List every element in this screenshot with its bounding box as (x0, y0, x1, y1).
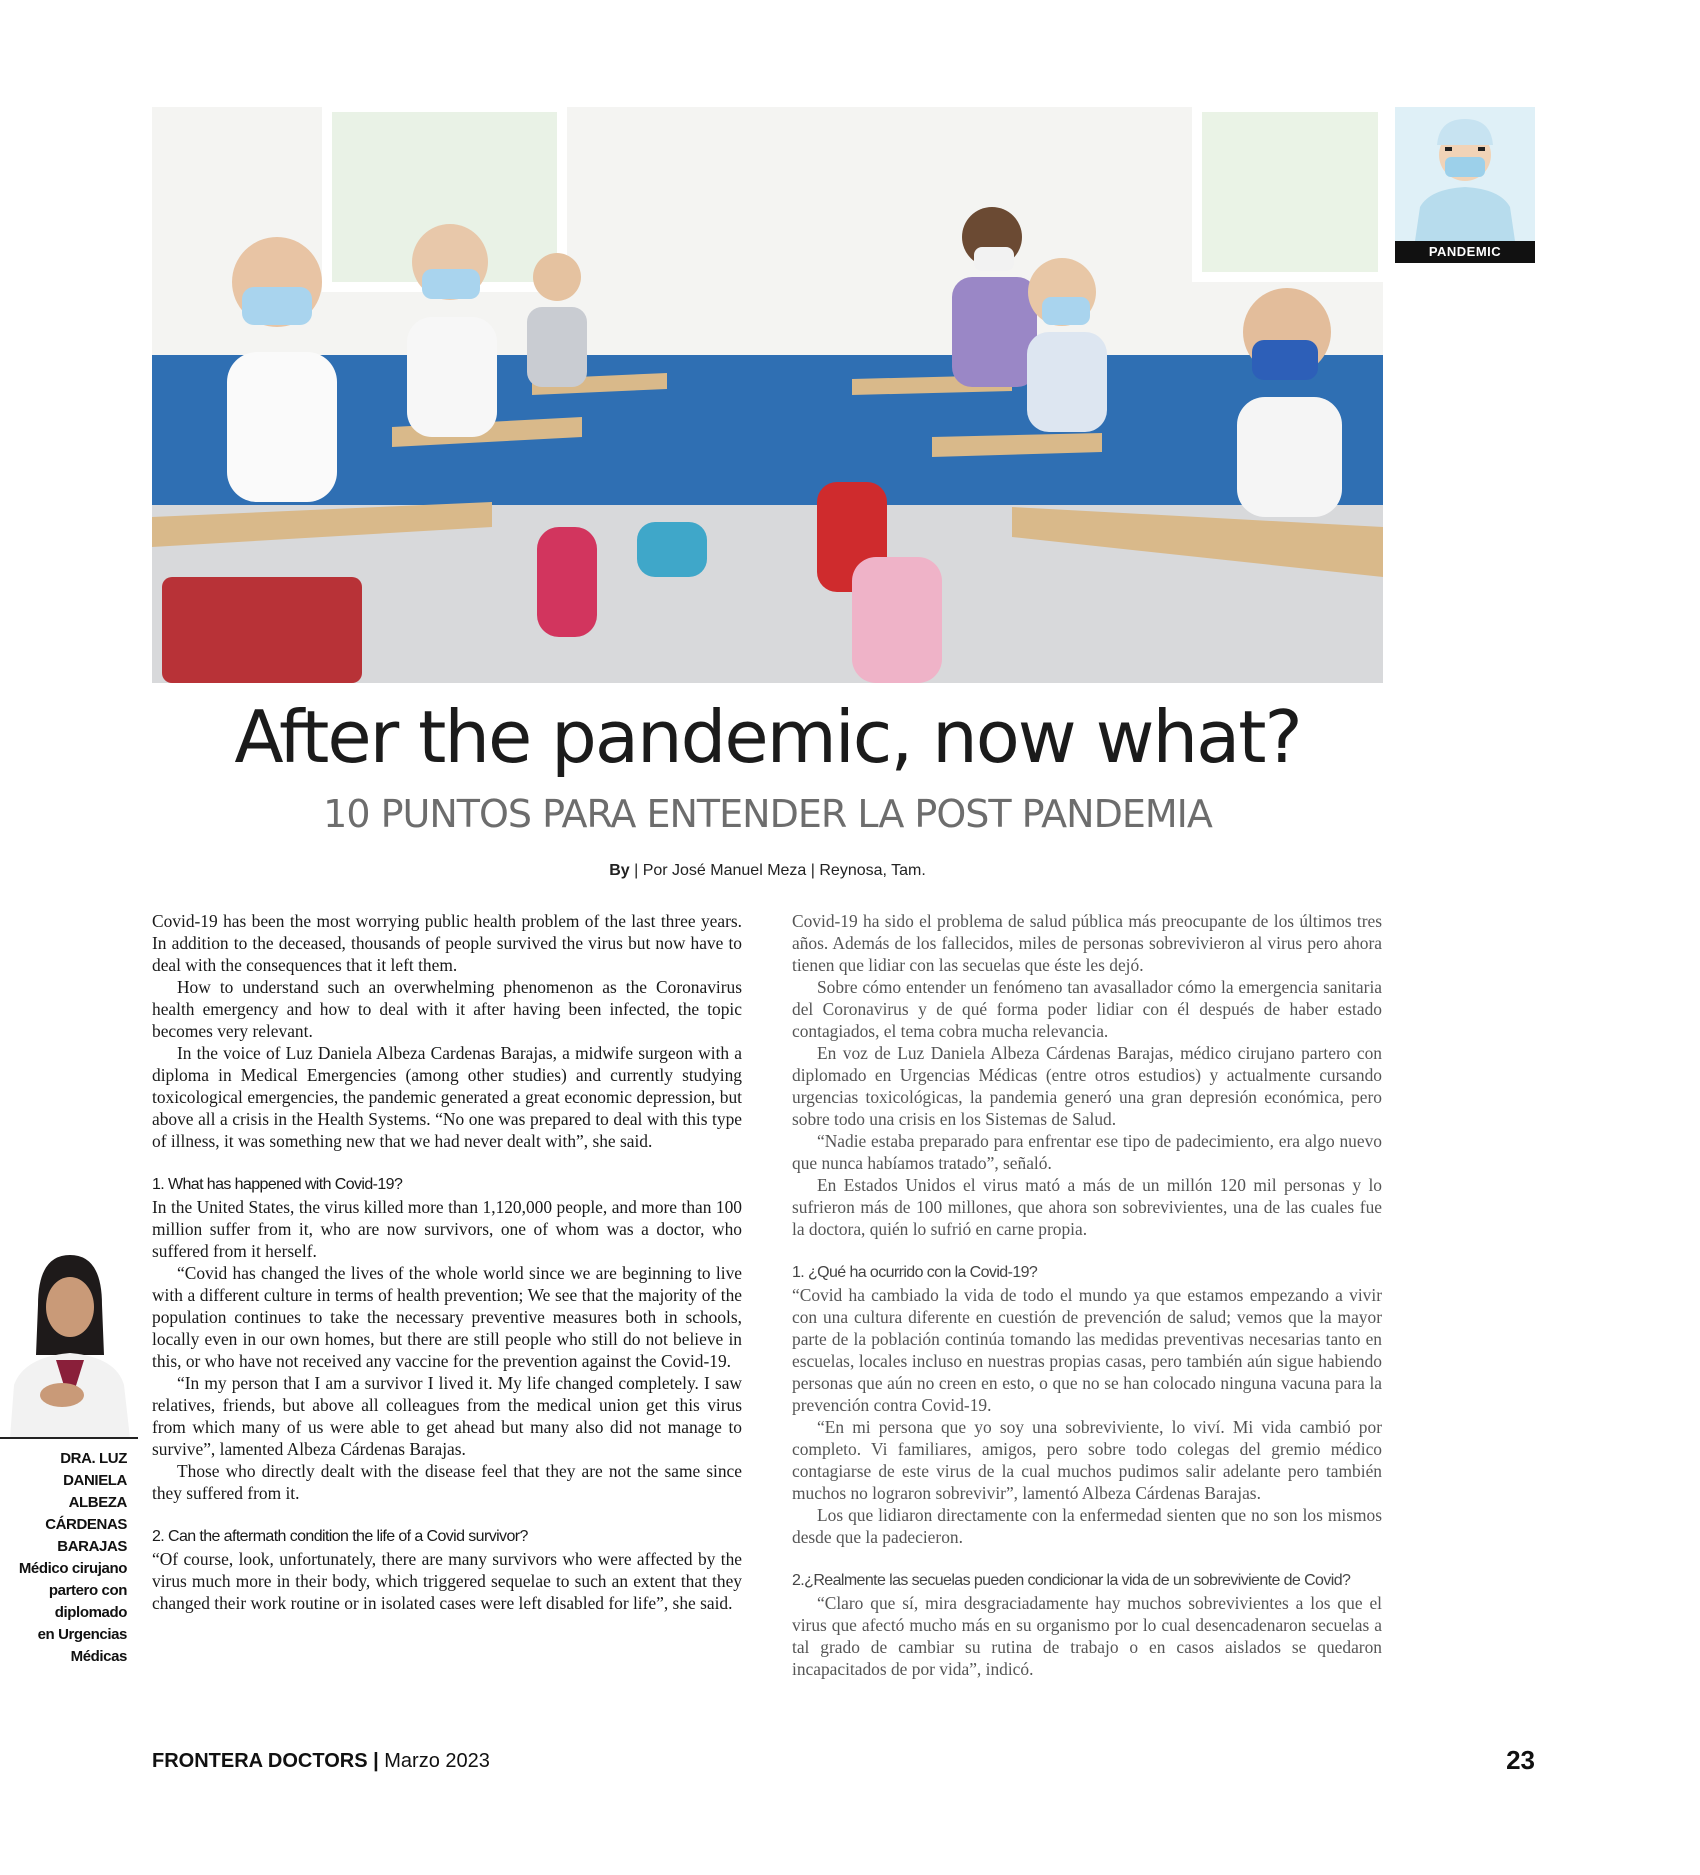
classroom-illustration (152, 107, 1383, 683)
section-heading: 1. ¿Qué ha ocurrido con la Covid-19? (792, 1264, 1038, 1281)
publication-name: FRONTERA DOCTORS | (152, 1750, 379, 1772)
author-portrait (0, 1245, 138, 1438)
author-divider (0, 1437, 138, 1439)
author-caption (0, 1448, 127, 1668)
byline (152, 862, 1383, 880)
doctor-icon (1395, 107, 1535, 241)
author-role-line: Médicas (70, 1648, 127, 1665)
author-role-line: Médico cirujano (18, 1560, 127, 1577)
paragraph: How to understand such an overwhelming phenomenon as the Coronavirus health emergency and how to deal with it after having been infected, the topic becomes very relevant. (152, 977, 742, 1041)
page-footer (152, 1750, 490, 1773)
paragraph: En voz de Luz Daniela Albeza Cárdenas Barajas, médico cirujano partero con diplomado en Urgencias Médicas (entre otros estudios) y actualmente cursando urgencias toxicológicas, la pandemia generó una gran depresión económica, pero sobre todo una crisis en los Sistemas de Salud. (792, 1043, 1382, 1129)
section-heading: 1. What has happened with Covid-19? (152, 1176, 403, 1193)
english-column (152, 910, 742, 1614)
author-photo (0, 1245, 138, 1438)
article-subtitle: 10 PUNTOS PARA ENTENDER LA POST PANDEMIA (323, 792, 1212, 836)
author-role-line: diplomado (54, 1604, 127, 1621)
paragraph: In the voice of Luz Daniela Albeza Cardenas Barajas, a midwife surgeon with a diploma in Medical Emergencies (among other studies) and currently studying toxicological emergencies, the pandemic generated a great economic depression, but above all a crisis in the Health Systems. “No one was prepared to deal with this type of illness, it was something new that we had never dealt with”, she said. (152, 1043, 742, 1151)
paragraph: “Covid ha cambiado la vida de todo el mundo ya que estamos empezando a vivir con una cultura diferente en cuestión de prevención de salud; vemos que la mayor parte de la población continúa tomando las medidas preventivas necesarias tanto en escuelas, locales incluso en nuestras propias casas, pero también aún sigue habiendo personas que aún no creen en esto, o que no se han colocado ninguna vacuna para la prevención contra Covid-19. (792, 1285, 1382, 1415)
paragraph: In the United States, the virus killed more than 1,120,000 people, and more than 100 million suffer from it, who are now survivors, one of whom was a doctor, who suffered from it herself. (152, 1197, 742, 1261)
doctor-mask-illustration (1395, 107, 1535, 241)
paragraph: Covid-19 has been the most worrying public health problem of the last three years. In addition to the deceased, thousands of people survived the virus but now have to deal with the consequences that it left them. (152, 911, 742, 975)
author-name-line: DRA. LUZ (60, 1450, 127, 1467)
paragraph: “Covid has changed the lives of the whole world since we are beginning to live with a different culture in terms of health prevention; We see that the majority of the population continues to take the necessary preventive measures both in schools, locally even in our own homes, but there are still people who still do not believe in this, or who have not received any vaccine for the prevention against the Covid-19. (152, 1263, 742, 1371)
section-badge (1395, 107, 1535, 263)
paragraph: “In my person that I am a survivor I lived it. My life changed completely. I saw relatives, friends, but above all colleagues from the medical union get this virus from which many of us were able to get ahead but many also did not manage to survive”, lamented Albeza Cárdenas Barajas. (152, 1373, 742, 1459)
author-name-line: BARAJAS (57, 1538, 127, 1555)
paragraph: En Estados Unidos el virus mató a más de un millón 120 mil personas y lo sufrieron más de 100 millones, que ahora son sobrevivientes, una de las cuales fue la doctora, quién lo sufrió en carne propia. (792, 1175, 1382, 1239)
section-badge-label: PANDEMIC (1395, 241, 1535, 263)
issue-date: Marzo 2023 (378, 1750, 490, 1772)
paragraph: “En mi persona que yo soy una sobreviviente, lo viví. Mi vida cambió por completo. Vi familiares, amigos, pero sobre todo colegas del gremio médico contagiarse de este virus de la cual muchos pudimos salir adelante pero también muchos no lograron sobrevivir”, lamentó Albeza Cárdenas Barajas. (792, 1417, 1382, 1503)
hero-photo-classroom (152, 107, 1383, 683)
paragraph: Los que lidiaron directamente con la enfermedad sienten que no son los mismos desde que la padecieron. (792, 1505, 1382, 1547)
byline-author: | Por José Manuel Meza | Reynosa, Tam. (629, 862, 926, 879)
paragraph: Covid-19 ha sido el problema de salud pública más preocupante de los últimos tres años. Además de los fallecidos, miles de personas sobrevivieron al virus pero ahora tienen que lidiar con las secuelas que éste les dejó. (792, 911, 1382, 975)
author-name-line: CÁRDENAS (45, 1516, 127, 1533)
paragraph: “Claro que sí, mira desgraciadamente hay muchos sobrevivientes a los que el virus que afectó mucho más en su organismo por lo cual desencadenaron secuelas a tal grado de cambiar su rutina de trabajo o en casos aislados se quedaron incapacitados de por vida”, indicó. (792, 1593, 1382, 1679)
paragraph: Sobre cómo entender un fenómeno tan avasallador cómo la emergencia sanitaria del Coronavirus y de qué forma poder lidiar con él después de haber estado contagiados, el tema cobra mucha relevancia. (792, 977, 1382, 1041)
spanish-column (792, 910, 1382, 1680)
paragraph: “Nadie estaba preparado para enfrentar ese tipo de padecimiento, era algo nuevo que nunca habíamos tratado”, señaló. (792, 1131, 1382, 1173)
article-title: After the pandemic, now what? (234, 695, 1301, 779)
author-role-line: partero con (48, 1582, 127, 1599)
paragraph: “Of course, look, unfortunately, there are many survivors who were affected by the virus much more in their body, which triggered sequelae to such an extent that they changed their work routine or in isolated cases were left disabled for life”, she said. (152, 1549, 742, 1613)
paragraph: Those who directly dealt with the disease feel that they are not the same since they suffered from it. (152, 1461, 742, 1503)
page-number: 23 (1506, 1745, 1535, 1775)
author-role-line: en Urgencias (37, 1626, 127, 1643)
author-name-line: ALBEZA (68, 1494, 127, 1511)
section-heading: 2. Can the aftermath condition the life of a Covid survivor? (152, 1528, 528, 1545)
section-heading: 2.¿Realmente las secuelas pueden condicionar la vida de un sobreviviente de Covid? (792, 1572, 1351, 1589)
byline-by: By (609, 862, 630, 879)
author-name-line: DANIELA (63, 1472, 127, 1489)
